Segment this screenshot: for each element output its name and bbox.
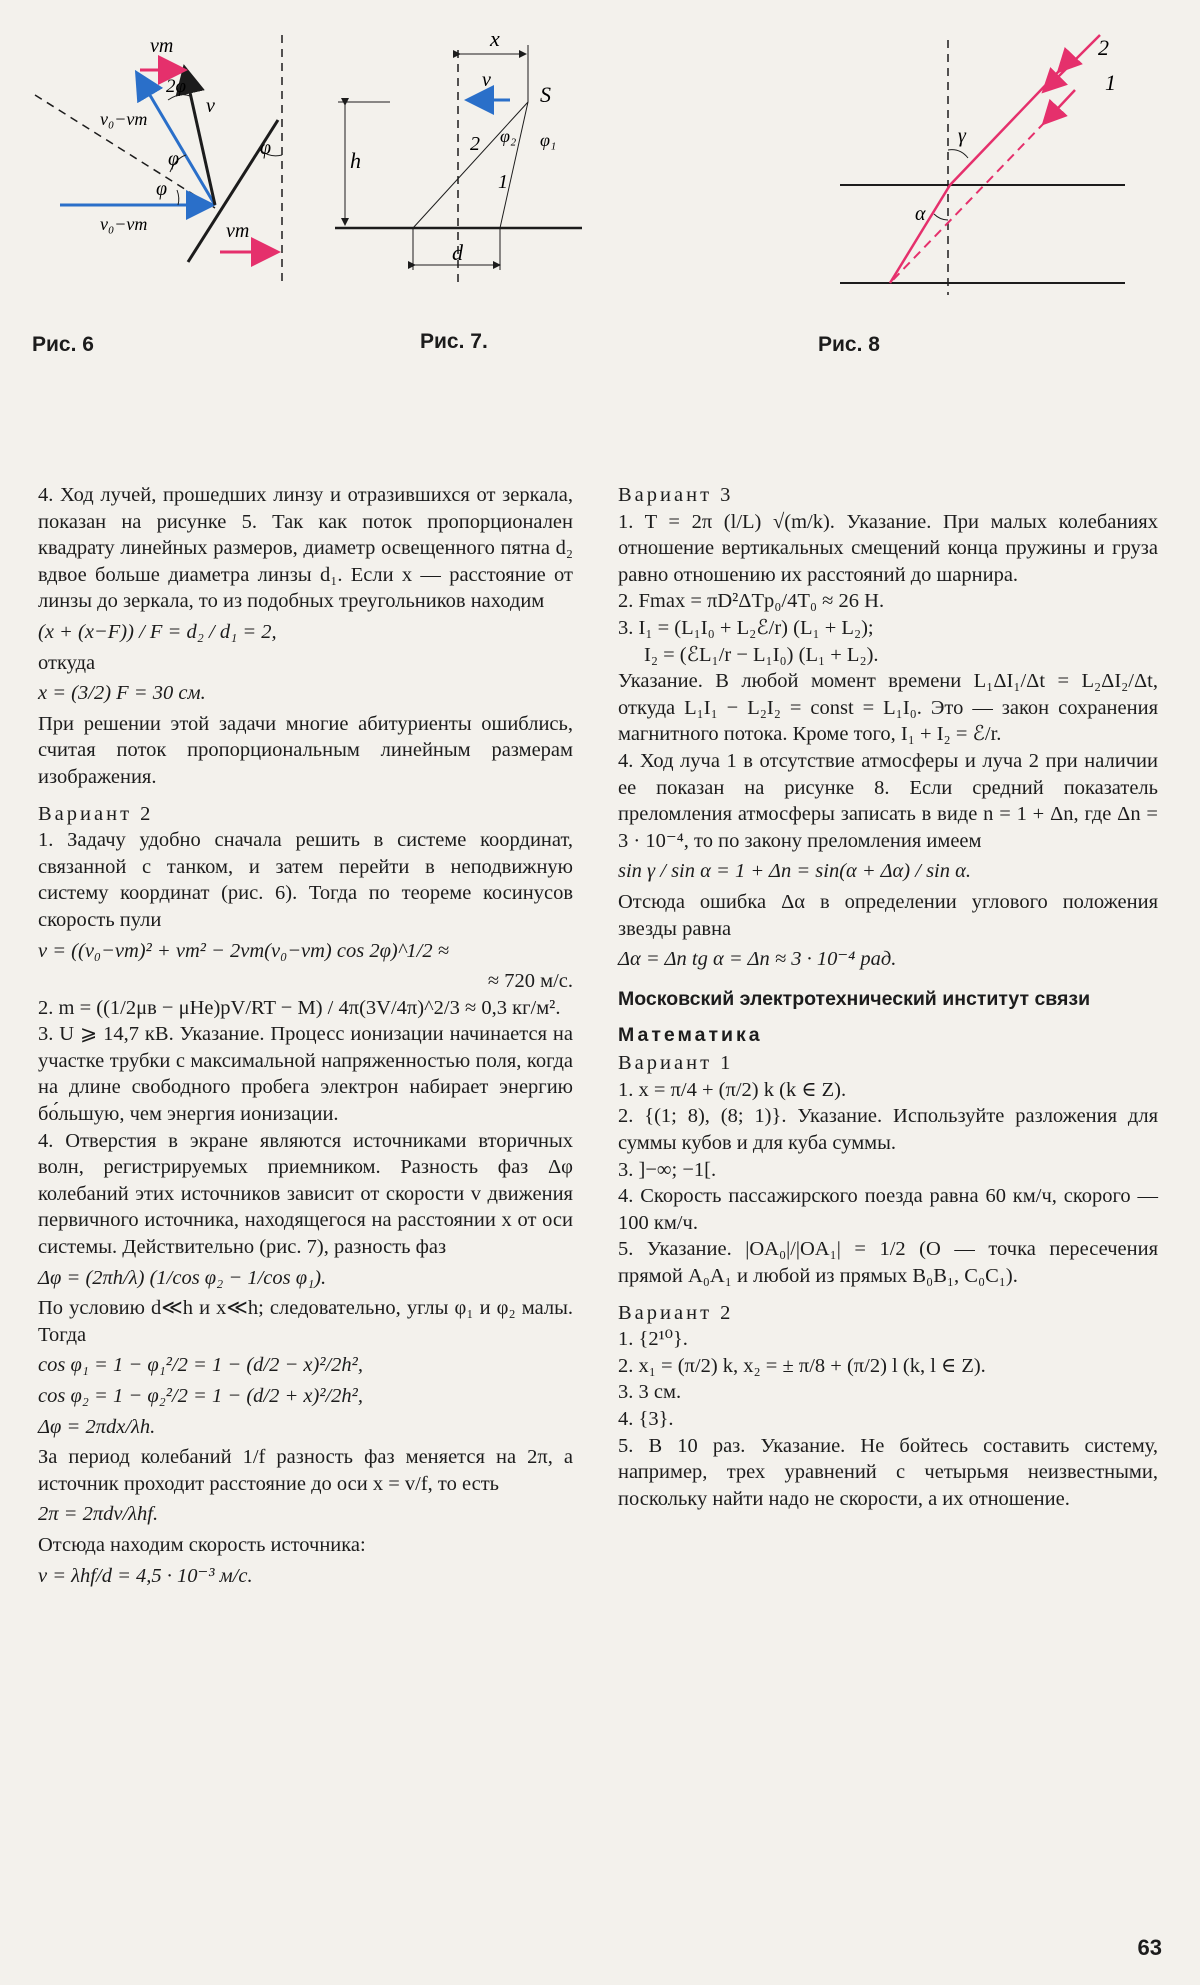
page-number: 63 xyxy=(1137,1935,1162,1960)
formula: Δφ = 2πdx/λh. xyxy=(38,1415,156,1438)
paragraph: 5. В 10 раз. Указание. Не бойтесь составить систему, например, трех уравнений с четырьмя неизвестными, поскольку найти надо не скорости, а их отношение. xyxy=(618,1434,1158,1510)
label-vt-top: vт xyxy=(150,35,174,57)
paragraph: 2. {(1; 8), (8; 1)}. Указание. Используйте разложения для суммы кубов и для куба суммы. xyxy=(618,1105,1158,1155)
paragraph: 2. Fmax = πD²ΔTp₀/4T₀ ≈ 26 Н. xyxy=(618,590,885,613)
gamma-arc xyxy=(948,150,968,158)
label-ray-1: 1 xyxy=(1105,70,1116,95)
ray-2-below xyxy=(890,185,950,283)
formula: 2π = 2πdv/λhf. xyxy=(38,1503,159,1526)
alpha-arc xyxy=(934,214,948,220)
label-alpha: α xyxy=(915,203,926,225)
label-x: x xyxy=(490,30,500,51)
figure-6-caption: Рис. 6 xyxy=(32,333,94,356)
paragraph: 4. Ход лучей, прошедших линзу и отразившихся от зеркала, показан на рисунке 5. Так как поток пропорционален квадрату линейных размеров, диаметр освещенного пятна d₂ вдвое больше диаметра линзы d₁. Если x — расстояние от линзы до зеркала, то из подобных треугольников находим xyxy=(38,484,573,613)
label-vt-bottom: vт xyxy=(226,220,250,242)
variant-heading: Вариант 3 xyxy=(618,484,734,506)
label-v: v xyxy=(482,69,491,91)
paragraph: Отсюда находим скорость источника: xyxy=(38,1533,366,1556)
institute-heading: Московский электротехнический институт связи xyxy=(618,987,1091,1010)
label-ray-1: 1 xyxy=(498,171,508,193)
formula: v = ((v₀−vт)² + vт² − 2vт(v₀−vт) cos 2φ)^1/2 ≈ xyxy=(38,939,449,962)
angle-arc xyxy=(177,190,179,205)
paragraph: I₂ = (ℰL₁/r − L₁I₀) (L₁ + L₂). xyxy=(644,643,879,666)
formula: ≈ 720 м/с. xyxy=(487,970,573,993)
paragraph: 3. ]−∞; −1[. xyxy=(618,1158,717,1181)
label-gamma: γ xyxy=(958,125,966,147)
figure-8-caption: Рис. 8 xyxy=(818,333,880,356)
resultant-velocity-arrow xyxy=(185,70,215,205)
formula: cos φ₁ = 1 − φ₁²/2 = 1 − (d/2 − x)²/2h², xyxy=(38,1354,363,1377)
formula: x = (3/2) F = 30 см. xyxy=(38,682,206,705)
paragraph: 1. {2¹⁰}. xyxy=(618,1328,688,1351)
paragraph: 3. 3 см. xyxy=(618,1381,682,1404)
paragraph: 4. Отверстия в экране являются источниками вторичных волн, регистрируемых приемником. Разность фаз Δφ колебаний этих источников зависит от скорости v движения первичного источника, находящегося на расстоянии x от оси системы. Действительно (рис. 7), разность фаз xyxy=(38,1129,573,1259)
paragraph: 2. m = ((1/2μв − μHe)pV/RT − M) / 4π(3V/4π)^2/3 ≈ 0,3 кг/м². xyxy=(38,996,561,1019)
label-ray-2: 2 xyxy=(1098,35,1109,60)
subject-heading: Математика xyxy=(618,1023,763,1046)
paragraph: 4. Скорость пассажирского поезда равна 60 км/ч, скорого — 100 км/ч. xyxy=(618,1185,1158,1234)
left-column xyxy=(38,482,573,1593)
paragraph: 5. Указание. |OA₀|/|OA₁| = 1/2 (O — точка пересечения прямой A₀A₁ и любой из прямых B₀B₁, C₀C₁). xyxy=(618,1238,1158,1288)
figure-8 xyxy=(800,30,1140,300)
label-h: h xyxy=(350,148,361,173)
formula: (x + (x−F)) / F = d₂ / d₁ = 2, xyxy=(38,620,277,643)
paragraph: Указание. В любой момент времени L₁ΔI₁/Δt = L₂ΔI₂/Δt, откуда L₁I₁ − L₂I₂ = const = L₁I₀. Это — закон сохранения магнитного потока. Кроме того, I₁ + I₂ = ℰ/r. xyxy=(618,670,1158,746)
formula: cos φ₂ = 1 − φ₂²/2 = 1 − (d/2 + x)²/2h², xyxy=(38,1385,363,1407)
paragraph: Отсюда ошибка Δα в определении углового положения звезды равна xyxy=(618,890,1158,940)
right-column xyxy=(618,482,1158,1512)
ray-2 xyxy=(413,102,528,228)
ray-1-dashed xyxy=(890,122,1045,283)
paragraph: откуда xyxy=(38,651,96,674)
variant-heading: Вариант 2 xyxy=(618,1301,734,1324)
figure-7 xyxy=(330,30,600,290)
label-phi: φ xyxy=(156,178,168,200)
paragraph: 1. x = π/4 + (π/2) k (k ∈ Z). xyxy=(618,1078,847,1101)
paragraph: 3. U ⩾ 14,7 кВ. Указание. Процесс ионизации начинается на участке трубки с максимальной напряженностью поля, когда на длине свободного пробега электрон набирает энергию бо́льшую, чем энергия ионизации. xyxy=(38,1023,573,1126)
label-d: d xyxy=(452,240,463,265)
figure-7-caption: Рис. 7. xyxy=(420,330,488,353)
label-phi: φ xyxy=(168,148,180,170)
paragraph: 4. Ход луча 1 в отсутствие атмосферы и луча 2 при наличии ее показан на рисунке 8. Если средний показатель преломления атмосферы записать в виде n = 1 + Δn, где Δn = 3 · 10⁻⁴, то по закону преломления имеем xyxy=(618,749,1158,852)
label-ray-2: 2 xyxy=(470,133,480,155)
paragraph: При решении этой задачи многие абитуриенты ошиблись, считая поток пропорциональным линейным размерам изображения. xyxy=(38,712,573,788)
paragraph: 4. {3}. xyxy=(618,1408,674,1430)
formula: Δα = Δn tg α = Δn ≈ 3 · 10⁻⁴ рад. xyxy=(618,948,897,971)
figure-6 xyxy=(20,30,360,290)
label-phi2: φ₂ xyxy=(500,126,517,146)
variant-heading: Вариант 2 xyxy=(38,802,154,825)
ray-2-above xyxy=(950,70,1060,185)
formula: v = λhf/d = 4,5 · 10⁻³ м/с. xyxy=(38,1564,253,1587)
ray-1 xyxy=(500,102,528,228)
formula: sin γ / sin α = 1 + Δn = sin(α + Δα) / sin α. xyxy=(618,860,972,883)
variant-heading: Вариант 1 xyxy=(618,1052,734,1075)
ray-1-arrow xyxy=(1045,90,1075,122)
paragraph: По условию d≪h и x≪h; следовательно, углы φ₁ и φ₂ малы. Тогда xyxy=(38,1297,573,1346)
label-phi1: φ₁ xyxy=(540,130,557,150)
ray-2-arrow xyxy=(1045,35,1100,90)
paragraph: 3. I₁ = (L₁I₀ + L₂ℰ/r) (L₁ + L₂); xyxy=(618,616,874,639)
paragraph: 1. T = 2π (l/L) √(m/k). Указание. При малых колебаниях отношение вертикальных смещений конца пружины и груза равно отношению их расстояний до шарнира. xyxy=(618,510,1158,586)
label-v0-vt-horiz: v₀−vт xyxy=(100,214,148,234)
paragraph: За период колебаний 1/f разность фаз меняется на 2π, а источник проходит расстояние до оси x = v/f, то есть xyxy=(38,1446,573,1495)
label-v0-vt-diag: v₀−vт xyxy=(100,109,148,129)
formula: Δφ = (2πh/λ) (1/cos φ₂ − 1/cos φ₁). xyxy=(38,1266,327,1289)
label-phi-mirror: φ xyxy=(260,137,272,159)
paragraph: 1. Задачу удобно сначала решить в системе координат, связанной с танком, и затем перейти в неподвижную систему координат (рис. 6). Тогда по теореме косинусов скорость пули xyxy=(38,829,573,931)
label-S: S xyxy=(540,82,551,107)
label-v: v xyxy=(206,95,215,117)
label-2phi: 2φ xyxy=(166,76,187,97)
paragraph: 2. x₁ = (π/2) k, x₂ = ± π/8 + (π/2) l (k, l ∈ Z). xyxy=(618,1354,986,1377)
